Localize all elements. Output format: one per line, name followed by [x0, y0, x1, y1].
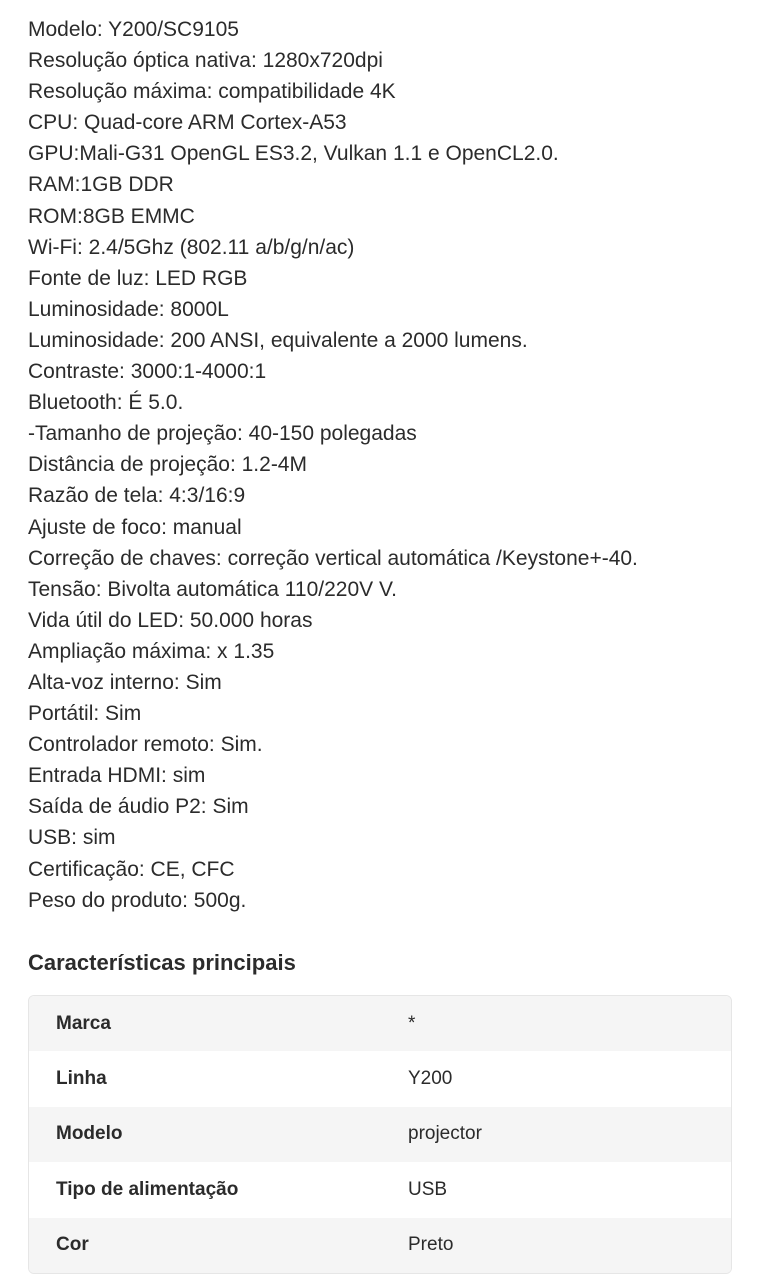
spec-line: Certificação: CE, CFC	[28, 857, 235, 881]
spec-line: ROM:8GB EMMC	[28, 204, 195, 228]
spec-line: -Tamanho de projeção: 40-150 polegadas	[28, 422, 417, 446]
attribute-name: Modelo	[56, 1123, 123, 1145]
spec-line: Portátil: Sim	[28, 702, 142, 726]
spec-line: Distância de projeção: 1.2-4M	[28, 453, 307, 477]
spec-line: Modelo: Y200/SC9105	[28, 18, 239, 41]
table-row	[29, 1218, 731, 1273]
attribute-value: *	[408, 1012, 416, 1034]
spec-line: Peso do produto: 500g.	[28, 888, 247, 912]
attribute-name: Tipo de alimentação	[56, 1178, 239, 1200]
attribute-value: projector	[408, 1123, 482, 1145]
spec-line: CPU: Quad-core ARM Cortex-A53	[28, 111, 347, 135]
spec-line: Contraste: 3000:1-4000:1	[28, 360, 267, 384]
spec-line: Ampliação máxima: x 1.35	[28, 639, 275, 663]
spec-line: USB: sim	[28, 826, 116, 850]
table-row	[29, 1051, 731, 1106]
spec-line: Luminosidade: 8000L	[28, 297, 229, 321]
table-row	[29, 1107, 731, 1162]
spec-list	[28, 14, 743, 916]
table-row	[29, 1162, 731, 1217]
section-title-main-features: Características principais	[28, 950, 296, 975]
attribute-name: Marca	[56, 1012, 111, 1034]
spec-line: Tensão: Bivolta automática 110/220V V.	[28, 577, 397, 601]
spec-line: RAM:1GB DDR	[28, 173, 174, 197]
attribute-name: Linha	[56, 1068, 107, 1090]
spec-line: Fonte de luz: LED RGB	[28, 266, 248, 290]
spec-line: Wi-Fi: 2.4/5Ghz (802.11 a/b/g/n/ac)	[28, 235, 355, 259]
main-features-table	[28, 995, 732, 1274]
attribute-value: Y200	[408, 1068, 453, 1090]
spec-line: Resolução máxima: compatibilidade 4K	[28, 80, 396, 104]
spec-line: Saída de áudio P2: Sim	[28, 795, 249, 819]
spec-line: Ajuste de foco: manual	[28, 515, 242, 539]
spec-line: Razão de tela: 4:3/16:9	[28, 484, 246, 508]
spec-line: GPU:Mali-G31 OpenGL ES3.2, Vulkan 1.1 e OpenCL2.0.	[28, 142, 559, 166]
spec-line: Bluetooth: É 5.0.	[28, 391, 184, 415]
spec-line: Correção de chaves: correção vertical automática /Keystone+-40.	[28, 546, 638, 570]
spec-line: Resolução óptica nativa: 1280x720dpi	[28, 49, 383, 73]
attribute-value: Preto	[408, 1234, 454, 1256]
spec-line: Controlador remoto: Sim.	[28, 733, 263, 757]
spec-line: Vida útil do LED: 50.000 horas	[28, 608, 313, 632]
spec-line: Luminosidade: 200 ANSI, equivalente a 2000 lumens.	[28, 328, 528, 352]
spec-line: Alta-voz interno: Sim	[28, 670, 222, 694]
table-row	[29, 996, 731, 1051]
attribute-value: USB	[408, 1178, 448, 1200]
spec-line: Entrada HDMI: sim	[28, 764, 206, 788]
attribute-name: Cor	[56, 1234, 89, 1256]
